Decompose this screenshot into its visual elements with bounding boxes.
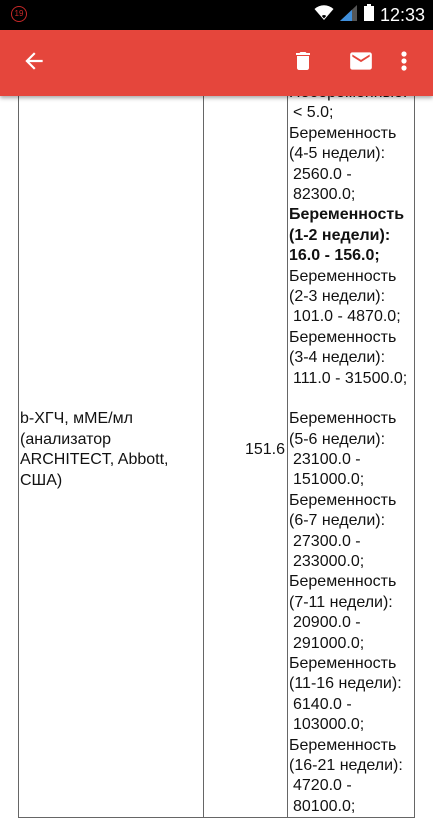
reference-range xyxy=(289,328,413,389)
range-label: Беременность (2-3 недели): xyxy=(289,267,397,306)
range-value: 27300.0 - 233000.0; xyxy=(293,532,365,570)
range-value: 16.0 - 156.0; xyxy=(289,247,380,265)
range-label: Беременность (16-21 недели): xyxy=(289,736,403,774)
status-icons xyxy=(314,5,425,25)
notification-badge: 19 xyxy=(11,6,27,22)
test-result: 151.6 xyxy=(244,440,285,458)
reference-range xyxy=(289,124,413,206)
test-name-cell xyxy=(19,83,204,818)
more-vert-icon xyxy=(399,49,409,78)
range-value: 20900.0 - 291000.0; xyxy=(293,614,365,652)
results-table xyxy=(18,82,415,818)
mail-button[interactable] xyxy=(337,30,385,96)
range-value: < 5.0; xyxy=(293,104,334,122)
signal-icon xyxy=(340,5,358,26)
range-value: 23100.0 - 151000.0; xyxy=(293,450,365,489)
clock: 12:33 xyxy=(379,4,425,25)
range-label: Беременность (5-6 недели): xyxy=(289,410,397,448)
range-label: Беременность (7-11 недели): xyxy=(289,573,397,611)
trash-icon xyxy=(291,48,315,79)
test-name: b-ХГЧ, мМЕ/мл (анализатор ARCHITECT, Abbott, США) xyxy=(20,410,169,489)
wifi-icon xyxy=(314,5,334,26)
range-value: 6140.0 - 103000.0; xyxy=(293,695,365,734)
more-options-button[interactable] xyxy=(389,30,419,96)
range-label: Беременность (6-7 недели): xyxy=(289,491,397,530)
range-value: 101.0 - 4870.0; xyxy=(293,308,401,326)
reference-range-cell xyxy=(288,83,415,818)
range-value: 4720.0 - 80100.0; xyxy=(293,777,356,815)
reference-range-highlighted xyxy=(289,205,413,266)
arrow-left-icon xyxy=(21,48,47,79)
battery-icon xyxy=(364,4,374,26)
reference-range xyxy=(289,491,413,573)
range-label: Беременность (11-16 недели): xyxy=(289,654,402,693)
reference-range xyxy=(289,572,413,654)
range-label: Беременность (3-4 недели): xyxy=(289,328,397,367)
range-label: Беременность (4-5 недели): xyxy=(289,124,397,163)
status-bar xyxy=(0,0,433,30)
table-row xyxy=(19,83,415,818)
result-cell xyxy=(204,83,288,818)
spacer xyxy=(289,389,413,409)
message-body[interactable] xyxy=(0,96,433,815)
reference-range xyxy=(289,736,413,818)
reference-range xyxy=(289,409,413,491)
back-button[interactable] xyxy=(10,30,58,96)
app-bar xyxy=(0,30,433,96)
envelope-icon xyxy=(347,48,375,79)
range-value: 2560.0 - 82300.0; xyxy=(293,165,356,204)
range-value: 111.0 - 31500.0; xyxy=(293,369,408,387)
reference-range xyxy=(289,654,413,736)
delete-button[interactable] xyxy=(280,30,326,96)
range-label: Беременность (1-2 недели): xyxy=(289,206,405,244)
reference-range xyxy=(289,267,413,328)
